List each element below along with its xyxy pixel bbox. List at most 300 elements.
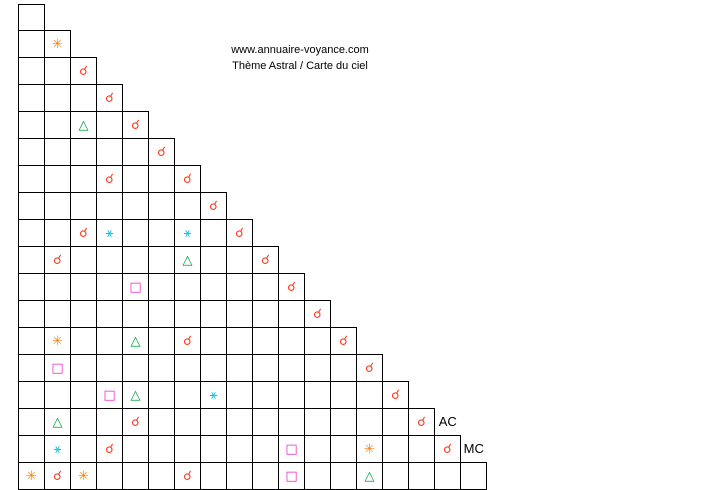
aspect-cell (45, 274, 71, 301)
aspect-conjunction-icon: ☌ (157, 145, 166, 160)
planet-position (593, 29, 700, 54)
aspect-cell (123, 436, 149, 463)
planet-name (481, 257, 570, 282)
aspect-cell (435, 463, 461, 490)
aspect-conjunction-icon: ☌ (183, 172, 192, 187)
planet-row (455, 105, 700, 130)
aspect-grid-row (19, 139, 487, 166)
aspect-cell (383, 463, 409, 490)
aspect-cell (45, 166, 71, 193)
aspect-cell (175, 328, 201, 355)
aspect-cell (331, 436, 357, 463)
aspect-grid-diagonal-glyph (19, 139, 45, 166)
zodiac-sign-glyph (571, 282, 593, 307)
aspect-cell (409, 409, 435, 436)
aspect-cell (71, 193, 97, 220)
aspect-cell (331, 463, 357, 490)
aspect-cell (201, 355, 227, 382)
aspect-cell (279, 355, 305, 382)
planet-name (481, 383, 570, 408)
aspect-cell (123, 247, 149, 274)
planet-position (593, 282, 700, 307)
aspect-sextile-icon: ⚹ (209, 388, 218, 403)
aspect-grid-diagonal-glyph (19, 31, 45, 58)
aspect-grid-diagonal-glyph (19, 436, 45, 463)
planet-glyph (455, 130, 481, 155)
planet-name (481, 206, 570, 231)
planet-positions-table (455, 4, 700, 434)
planet-name (481, 55, 570, 80)
planet-glyph (455, 4, 481, 29)
aspect-cell (201, 436, 227, 463)
aspect-cell (71, 328, 97, 355)
planet-row (455, 181, 700, 206)
aspect-grid-diagonal-glyph (19, 355, 45, 382)
aspect-cell (461, 463, 487, 490)
aspect-cell (253, 409, 279, 436)
planet-name (481, 308, 570, 333)
aspect-cell (357, 463, 383, 490)
aspect-cell (175, 220, 201, 247)
aspect-grid-diagonal-glyph (19, 382, 45, 409)
planet-position (593, 105, 700, 130)
zodiac-sign-glyph (571, 29, 593, 54)
aspect-cell (123, 139, 149, 166)
aspect-cell (45, 328, 71, 355)
aspect-cell (45, 301, 71, 328)
aspect-cell (19, 463, 45, 490)
aspect-cell (45, 31, 71, 58)
planet-row (455, 4, 700, 29)
zodiac-sign-glyph (571, 105, 593, 130)
aspect-conjunction-icon: ☌ (53, 469, 62, 484)
planet-position (593, 308, 700, 333)
planet-glyph (455, 308, 481, 333)
aspect-sextile-icon: ⚹ (183, 226, 192, 241)
aspect-cell (123, 328, 149, 355)
aspect-cell (71, 355, 97, 382)
aspect-cell (71, 274, 97, 301)
planet-name (481, 29, 570, 54)
aspect-cell (253, 382, 279, 409)
planet-name (481, 282, 570, 307)
aspect-cell (45, 355, 71, 382)
aspect-cell (305, 328, 331, 355)
aspect-cell (253, 436, 279, 463)
zodiac-sign-glyph (571, 156, 593, 181)
aspect-cell (175, 301, 201, 328)
aspect-cell (227, 247, 253, 274)
aspect-cell (227, 463, 253, 490)
planet-position (593, 181, 700, 206)
aspect-cell (201, 274, 227, 301)
planet-glyph (455, 80, 481, 105)
aspect-cell (175, 463, 201, 490)
aspect-cell (97, 220, 123, 247)
aspect-cell (71, 436, 97, 463)
aspect-grid-outer-label: AC (438, 414, 457, 430)
aspect-grid-table (18, 4, 487, 490)
planet-name (481, 105, 570, 130)
aspect-cell (123, 463, 149, 490)
aspect-cell (45, 85, 71, 112)
aspect-cell (253, 274, 279, 301)
aspect-grid-row (19, 193, 487, 220)
aspect-cell (279, 382, 305, 409)
aspect-cell (175, 166, 201, 193)
aspect-cell (175, 274, 201, 301)
aspect-cell (45, 139, 71, 166)
aspect-cell (357, 355, 383, 382)
planet-positions-panel (455, 4, 700, 434)
planet-glyph (455, 358, 481, 383)
aspect-grid-diagonal-glyph (19, 274, 45, 301)
aspect-cell (227, 355, 253, 382)
planet-name (481, 80, 570, 105)
planet-row (455, 358, 700, 383)
aspect-cell (123, 382, 149, 409)
aspect-grid-row (19, 436, 487, 463)
aspect-cell (71, 247, 97, 274)
aspect-cell (201, 220, 227, 247)
site-url: www.annuaire-voyance.com (231, 44, 369, 56)
aspect-cell (357, 382, 383, 409)
aspect-cell (149, 193, 175, 220)
aspect-cell (71, 112, 97, 139)
aspect-cell (331, 328, 357, 355)
planet-glyph (455, 55, 481, 80)
aspect-cell (97, 436, 123, 463)
aspect-conjunction-icon: ☌ (183, 469, 192, 484)
planet-glyph (455, 156, 481, 181)
aspect-cell (253, 355, 279, 382)
aspect-conjunction-icon: ☌ (313, 307, 322, 322)
aspect-cell (123, 355, 149, 382)
aspect-grid-row (19, 301, 487, 328)
aspect-conjunction-icon: ☌ (235, 226, 244, 241)
aspect-conjunction-icon: ☌ (339, 334, 348, 349)
aspect-cell (45, 247, 71, 274)
aspect-cell (71, 139, 97, 166)
aspect-trine-icon: △ (78, 118, 89, 133)
aspect-cell (175, 355, 201, 382)
aspect-cell (97, 247, 123, 274)
aspect-conjunction-icon: ☌ (131, 415, 140, 430)
aspect-grid-row (19, 31, 487, 58)
planet-name (481, 156, 570, 181)
planet-position (593, 80, 700, 105)
zodiac-sign-glyph (571, 257, 593, 282)
aspect-cell (175, 193, 201, 220)
planet-name (481, 333, 570, 358)
aspect-cell (71, 85, 97, 112)
aspect-cell (149, 382, 175, 409)
aspect-cell (201, 193, 227, 220)
planet-name (481, 130, 570, 155)
aspect-cell (123, 166, 149, 193)
aspect-cell (305, 409, 331, 436)
aspect-cell (409, 436, 435, 463)
planet-row (455, 206, 700, 231)
planet-glyph (455, 257, 481, 282)
aspect-cell (331, 409, 357, 436)
aspect-cell (305, 382, 331, 409)
aspect-square-icon: □ (285, 469, 298, 484)
aspect-conjunction-icon: ☌ (79, 226, 88, 241)
aspect-cell (331, 355, 357, 382)
aspect-cell (253, 328, 279, 355)
aspect-cell (227, 274, 253, 301)
aspect-conjunction-icon: ☌ (105, 91, 114, 106)
aspect-grid-diagonal-glyph (19, 301, 45, 328)
aspect-cell (149, 301, 175, 328)
aspect-cell (123, 409, 149, 436)
aspect-trine-icon: △ (182, 253, 193, 268)
aspect-cell (149, 436, 175, 463)
aspect-cell (227, 220, 253, 247)
planet-glyph (455, 282, 481, 307)
aspect-cell (71, 166, 97, 193)
aspect-grid-row (19, 166, 487, 193)
planet-glyph (455, 232, 481, 257)
aspect-cell (201, 463, 227, 490)
aspect-opposition-icon: ✳ (364, 442, 375, 457)
zodiac-sign-glyph (571, 232, 593, 257)
planet-name (481, 181, 570, 206)
planet-row (455, 383, 700, 408)
zodiac-sign-glyph (571, 206, 593, 231)
aspect-conjunction-icon: ☌ (261, 253, 270, 268)
chart-subtitle: Thème Astral / Carte du ciel (232, 60, 368, 72)
aspect-cell (149, 463, 175, 490)
planet-glyph (455, 383, 481, 408)
aspect-cell (97, 274, 123, 301)
planet-row (455, 409, 700, 434)
planet-glyph (455, 206, 481, 231)
aspect-opposition-icon: ✳ (52, 37, 63, 52)
aspect-grid-diagonal-glyph (19, 193, 45, 220)
aspect-sextile-icon: ⚹ (105, 226, 114, 241)
aspect-conjunction-icon: ☌ (105, 172, 114, 187)
zodiac-sign-glyph (571, 181, 593, 206)
aspect-square-icon: □ (129, 280, 142, 295)
planet-glyph (455, 105, 481, 130)
aspect-cell (201, 328, 227, 355)
aspect-grid-diagonal-glyph (19, 328, 45, 355)
planet-row (455, 29, 700, 54)
aspect-grid-diagonal-glyph (19, 220, 45, 247)
aspect-square-icon: □ (285, 442, 298, 457)
aspect-cell (279, 436, 305, 463)
aspect-cell (279, 463, 305, 490)
aspect-grid-outer-label: MC (463, 441, 484, 457)
aspect-cell (227, 409, 253, 436)
aspect-cell (45, 220, 71, 247)
aspect-conjunction-icon: ☌ (443, 442, 452, 457)
aspect-cell (253, 247, 279, 274)
planet-position (593, 206, 700, 231)
aspect-grid (18, 4, 487, 490)
planet-position (593, 156, 700, 181)
aspect-cell (305, 436, 331, 463)
planet-row (455, 282, 700, 307)
zodiac-sign-glyph (571, 383, 593, 408)
planet-position (593, 333, 700, 358)
aspect-grid-diagonal-glyph (19, 5, 45, 31)
planet-name (481, 232, 570, 257)
aspect-grid-row (19, 5, 487, 31)
zodiac-sign-glyph (571, 130, 593, 155)
aspect-cell (253, 463, 279, 490)
aspect-cell (45, 193, 71, 220)
aspect-square-icon: □ (103, 388, 116, 403)
aspect-cell (97, 328, 123, 355)
aspect-cell (123, 301, 149, 328)
aspect-cell (45, 382, 71, 409)
planet-row (455, 55, 700, 80)
aspect-grid-diagonal-glyph (19, 85, 45, 112)
aspect-cell (149, 139, 175, 166)
planet-row (455, 80, 700, 105)
aspect-cell (305, 355, 331, 382)
aspect-cell (305, 463, 331, 490)
aspect-cell (71, 409, 97, 436)
zodiac-sign-glyph (571, 308, 593, 333)
aspect-conjunction-icon: ☌ (183, 334, 192, 349)
aspect-cell (383, 436, 409, 463)
aspect-conjunction-icon: ☌ (287, 280, 296, 295)
aspect-conjunction-icon: ☌ (365, 361, 374, 376)
aspect-trine-icon: △ (52, 415, 63, 430)
aspect-cell (97, 112, 123, 139)
aspect-cell (71, 301, 97, 328)
aspect-cell (175, 382, 201, 409)
planet-name (481, 4, 570, 29)
zodiac-sign-glyph (571, 80, 593, 105)
aspect-cell (45, 112, 71, 139)
aspect-cell (201, 409, 227, 436)
planet-row (455, 232, 700, 257)
aspect-cell (357, 436, 383, 463)
planet-row (455, 308, 700, 333)
planet-position (593, 55, 700, 80)
aspect-grid-row (19, 58, 487, 85)
aspect-conjunction-icon: ☌ (209, 199, 218, 214)
aspect-cell (149, 355, 175, 382)
aspect-grid-row (19, 355, 487, 382)
planet-position (593, 383, 700, 408)
aspect-opposition-icon: ✳ (78, 469, 89, 484)
aspect-cell (175, 436, 201, 463)
aspect-cell (97, 85, 123, 112)
aspect-cell (149, 328, 175, 355)
zodiac-sign-glyph (571, 55, 593, 80)
aspect-trine-icon: △ (130, 334, 141, 349)
aspect-grid-row (19, 274, 487, 301)
aspect-grid-row (19, 409, 487, 436)
aspect-cell (97, 166, 123, 193)
planet-row (455, 156, 700, 181)
zodiac-sign-glyph (571, 4, 593, 29)
aspect-cell (253, 301, 279, 328)
aspect-conjunction-icon: ☌ (417, 415, 426, 430)
planet-glyph (455, 29, 481, 54)
aspect-cell (175, 409, 201, 436)
aspect-grid-row (19, 85, 487, 112)
aspect-cell (279, 274, 305, 301)
aspect-grid-row (19, 328, 487, 355)
aspect-cell (227, 301, 253, 328)
aspect-cell (149, 274, 175, 301)
aspect-cell (97, 301, 123, 328)
zodiac-sign-glyph (571, 333, 593, 358)
aspect-cell (279, 328, 305, 355)
zodiac-sign-glyph (571, 409, 593, 434)
aspect-cell (123, 220, 149, 247)
aspect-cell (201, 382, 227, 409)
aspect-opposition-icon: ✳ (26, 469, 37, 484)
aspect-cell (123, 193, 149, 220)
aspect-conjunction-icon: ☌ (53, 253, 62, 268)
aspect-cell (409, 463, 435, 490)
planet-name (481, 358, 570, 383)
aspect-cell (71, 463, 97, 490)
planet-name (481, 409, 570, 434)
aspect-cell (149, 220, 175, 247)
aspect-cell (383, 382, 409, 409)
aspect-square-icon: □ (51, 361, 64, 376)
aspect-grid-diagonal-glyph (19, 166, 45, 193)
aspect-grid-diagonal-glyph (19, 247, 45, 274)
aspect-sextile-icon: ⚹ (53, 442, 62, 457)
aspect-cell (201, 301, 227, 328)
aspect-cell (71, 382, 97, 409)
aspect-grid-row (19, 463, 487, 490)
aspect-grid-row (19, 382, 487, 409)
aspect-cell (149, 166, 175, 193)
aspect-conjunction-icon: ☌ (131, 118, 140, 133)
planet-position (593, 257, 700, 282)
aspect-cell (279, 409, 305, 436)
planet-position (593, 232, 700, 257)
planet-row (455, 333, 700, 358)
aspect-cell (45, 58, 71, 85)
planet-glyph (455, 333, 481, 358)
aspect-opposition-icon: ✳ (52, 334, 63, 349)
planet-position (593, 4, 700, 29)
aspect-cell (71, 58, 97, 85)
planet-row (455, 130, 700, 155)
aspect-trine-icon: △ (130, 388, 141, 403)
aspect-cell (71, 220, 97, 247)
aspect-cell (97, 463, 123, 490)
aspect-cell (175, 247, 201, 274)
aspect-cell (305, 301, 331, 328)
aspect-cell (45, 409, 71, 436)
aspect-cell (123, 274, 149, 301)
zodiac-sign-glyph (571, 358, 593, 383)
aspect-conjunction-icon: ☌ (391, 388, 400, 403)
aspect-cell (227, 382, 253, 409)
planet-position (593, 409, 700, 434)
planet-row (455, 257, 700, 282)
aspect-cell (435, 436, 461, 463)
aspect-grid-row (19, 247, 487, 274)
aspect-cell (357, 409, 383, 436)
aspect-grid-diagonal-glyph (19, 112, 45, 139)
aspect-cell (279, 301, 305, 328)
planet-glyph (455, 409, 481, 434)
